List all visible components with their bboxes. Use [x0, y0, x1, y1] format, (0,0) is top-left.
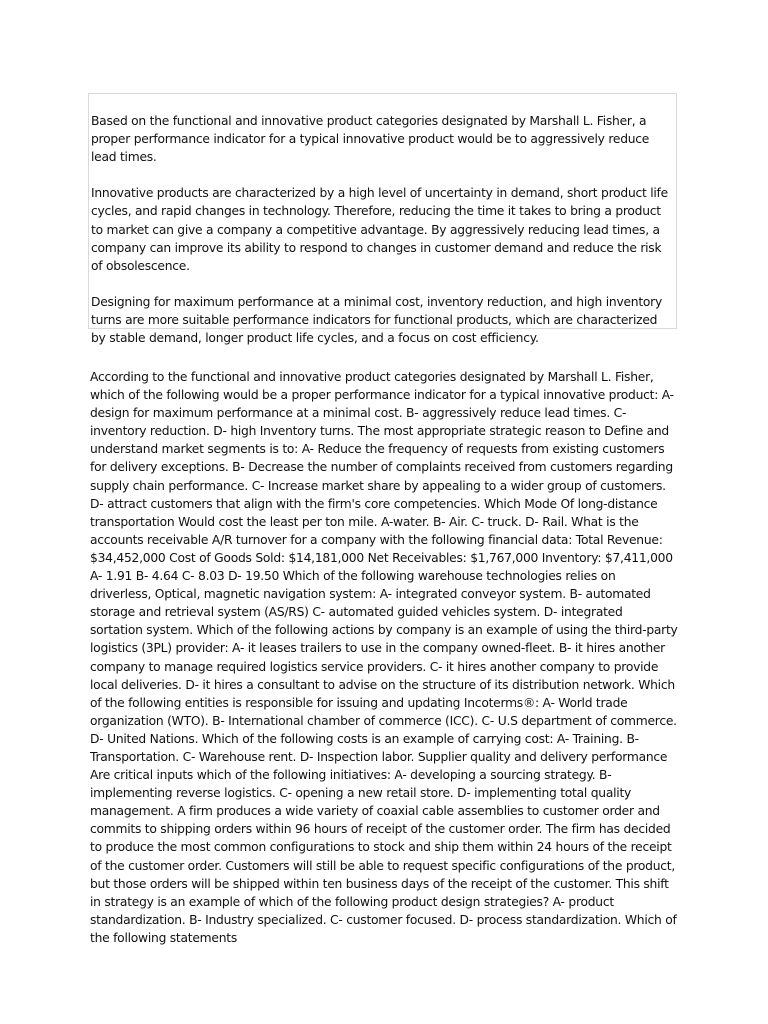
- question-text: According to the functional and innovative product categories designated by Marshall L. Fisher, which of the following would be a proper performance indicator for a typical innovative product: A- design for maximum performance at a minimal cost. B- aggressively reduce lead times. C- inventory reduction. D- high Inventory turns. The most appropriate strategic reason to Define and understand market segments is to: A- Reduce the frequency of requests from existing customers for delivery exceptions. B- Decrease the number of complaints received from customers regarding supply chain performance. C- Increase market share by appealing to a wider group of customers. D- attract customers that align with the firm's core competencies. Which Mode Of long-distance transportation Would cost the least per ton mile. A-water. B- Air. C- truck. D- Rail. What is the accounts receivable A/R turnover for a company with the following financial data: Total Revenue: $34,452,000 Cost of Goods Sold: $14,181,000 Net Receivables: $1,767,000 Inventory: $7,411,000 A- 1.91 B- 4.64 C- 8.03 D- 19.50 Which of the following warehouse technologies relies on driverless, Optical, magnetic navigation system: A- integrated conveyor system. B- automated storage and retrieval system (AS/RS) C- automated guided vehicles system. D- integrated sortation system. Which of the following actions by company is an example of using the third-party logistics (3PL) provider: A- it leases trailers to use in the company owned-fleet. B- it hires another company to manage required logistics service providers. C- it hires another company to provide local deliveries. D- it hires a consultant to advise on the structure of its distribution network. Which of the following entities is responsible for issuing and updating Incoterms®: A- World trade organization (WTO). B- International chamber of commerce (ICC). C- U.S department of commerce. D- United Nations. Which of the following costs is an example of carrying cost: A- Training. B- Transportation. C- Warehouse rent. D- Inspection labor. Supplier quality and delivery performance Are critical inputs which of the following initiatives: A- developing a sourcing strategy. B- implementing reverse logistics. C- opening a new retail store. D- implementing total quality management. A firm produces a wide variety of coaxial cable assemblies to customer order and commits to shipping orders within 96 hours of receipt of the customer order. The firm has decided to produce the most common configurations to stock and ship them within 24 hours of the receipt of the customer order. Customers will still be able to request specific configurations of the product, but those orders will be shipped within ten business days of the receipt of the customer. This shift in strategy is an example of which of the following product design strategies? A- product standardization. B- Industry specialized. C- customer focused. D- process standardization. Which of the following statements: [90, 370, 678, 945]
- answer-paragraph-1: Based on the functional and innovative product categories designated by Marshall L. Fisher, a proper performance indicator for a typical innovative product would be to aggressively reduce lead times.: [91, 114, 650, 165]
- answer-paragraph-3: Designing for maximum performance at a minimal cost, inventory reduction, and high inventory turns are more suitable performance indicators for functional products, which are characterized by stable demand, longer product life cycles, and a focus on cost efficiency.: [91, 294, 663, 346]
- answer-box: [88, 93, 677, 346]
- answer-paragraph-2: Innovative products are characterized by a high level of uncertainty in demand, short product life cycles, and rapid changes in technology. Therefore, reducing the time it takes to bring a product to market can give a company a competitive advantage. By aggressively reducing lead times, a company can improve its ability to respond to changes in customer demand and reduce the risk of obsolescence.: [91, 186, 668, 273]
